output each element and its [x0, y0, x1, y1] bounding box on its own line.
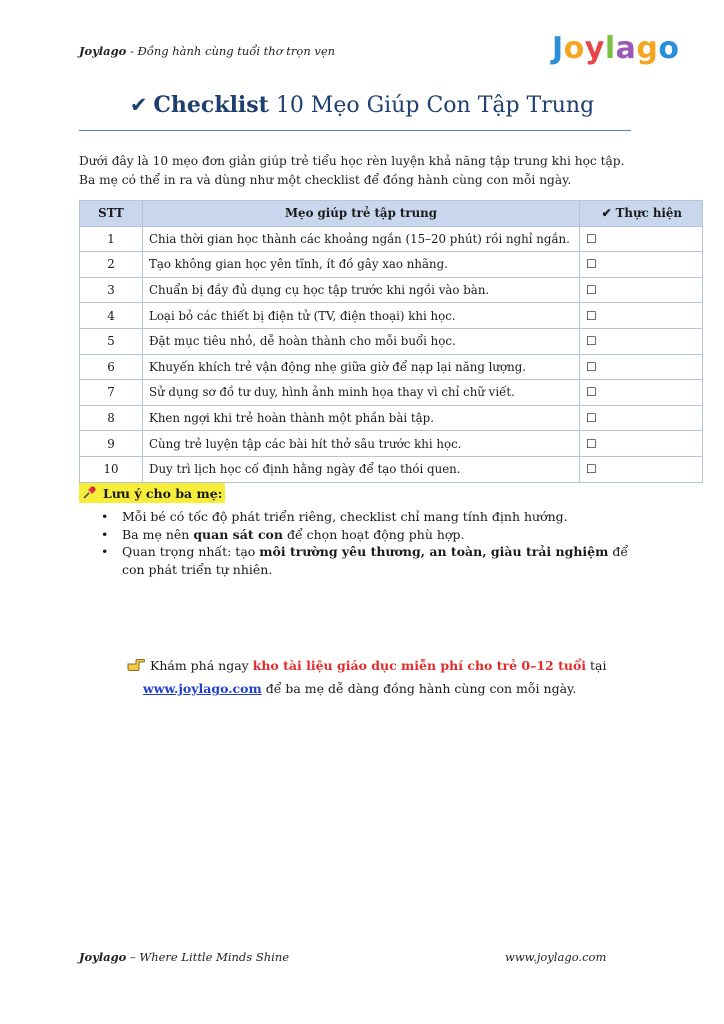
table-row	[80, 405, 703, 431]
row-checkbox[interactable]: ☐	[580, 252, 703, 278]
note-text: để con phát triển tự nhiên.	[122, 544, 629, 577]
table-row	[80, 328, 703, 354]
row-number: 7	[80, 380, 143, 406]
row-number: 8	[80, 405, 143, 431]
note-title	[79, 483, 225, 503]
page-title	[0, 92, 724, 118]
row-checkbox[interactable]: ☐	[580, 303, 703, 329]
note-title-text: Lưu ý cho ba mẹ:	[103, 485, 223, 501]
cta-text: để ba mẹ dễ dàng đồng hành cùng con mỗi ngày.	[261, 681, 577, 696]
cta-highlight: kho tài liệu giáo dục miễn phí cho trẻ 0–12 tuổi	[252, 658, 587, 673]
row-tip: Loại bỏ các thiết bị điện tử (TV, điện thoại) khi học.	[143, 303, 580, 329]
joylago-link[interactable]: www.joylago.com	[143, 681, 262, 696]
note-emphasis: quan sát con	[193, 526, 283, 542]
cta-block	[127, 655, 607, 699]
pushpin-icon	[82, 484, 98, 503]
logo-letter: l	[604, 31, 616, 66]
note-text: Mỗi bé có tốc độ phát triển riêng, checklist chỉ mang tính định hướng.	[122, 509, 568, 524]
bullet-icon: •	[101, 544, 109, 559]
note-emphasis: môi trường yêu thương, an toàn, giàu trải nghiệm	[259, 544, 609, 559]
row-tip: Sử dụng sơ đồ tư duy, hình ảnh minh họa thay vì chỉ chữ viết.	[143, 380, 580, 406]
logo-letter: o	[658, 31, 680, 66]
table-row	[80, 431, 703, 457]
title-rest: 10 Mẹo Giúp Con Tập Trung	[268, 93, 595, 118]
table-row	[80, 252, 703, 278]
intro-paragraph: Dưới đây là 10 mẹo đơn giản giúp trẻ tiểu học rèn luyện khả năng tập trung khi học tập. Ba mẹ có thể in ra và dùng như một checklist để đồng hành cùng con mỗi ngày.	[79, 154, 625, 187]
row-number: 10	[80, 456, 143, 482]
row-checkbox[interactable]: ☐	[580, 380, 703, 406]
header-stt: STT	[80, 201, 143, 227]
row-tip: Đặt mục tiêu nhỏ, dễ hoàn thành cho mỗi buổi học.	[143, 328, 580, 354]
header-tagline	[79, 44, 335, 58]
note-text: Ba mẹ nên	[122, 526, 194, 542]
logo-letter: y	[584, 31, 605, 66]
row-number: 2	[80, 252, 143, 278]
footer-tagline	[79, 950, 289, 964]
joylago-logo[interactable]	[552, 28, 680, 64]
table-row	[80, 303, 703, 329]
bullet-icon: •	[101, 526, 109, 542]
row-number: 5	[80, 328, 143, 354]
note-text: để chọn hoạt động phù hợp.	[282, 526, 465, 542]
row-tip: Khuyến khích trẻ vận động nhẹ giữa giờ để nạp lại năng lượng.	[143, 354, 580, 380]
row-tip: Chuẩn bị đầy đủ dụng cụ học tập trước khi ngồi vào bàn.	[143, 277, 580, 303]
note-text: Quan trọng nhất: tạo	[122, 544, 260, 559]
logo-letter: a	[615, 31, 637, 66]
pointing-hand-icon	[127, 657, 145, 678]
title-bold: Checklist	[153, 92, 269, 118]
table-row	[80, 456, 703, 482]
row-number: 4	[80, 303, 143, 329]
row-checkbox[interactable]: ☐	[580, 456, 703, 482]
title-divider	[79, 130, 631, 131]
row-tip: Cùng trẻ luyện tập các bài hít thở sâu trước khi học.	[143, 431, 580, 457]
row-checkbox[interactable]: ☐	[580, 226, 703, 252]
header-tip: Mẹo giúp trẻ tập trung	[143, 201, 580, 227]
table-row	[80, 380, 703, 406]
checkmark-icon: ✔	[129, 93, 148, 117]
row-tip: Khen ngợi khi trẻ hoàn thành một phần bài tập.	[143, 405, 580, 431]
row-checkbox[interactable]: ☐	[580, 277, 703, 303]
table-header-row	[80, 201, 703, 227]
row-tip: Chia thời gian học thành các khoảng ngắn (15–20 phút) rồi nghỉ ngắn.	[143, 226, 580, 252]
cta-text: Khám phá ngay	[150, 658, 253, 673]
row-tip: Tạo không gian học yên tĩnh, ít đồ gây xao nhãng.	[143, 252, 580, 278]
row-checkbox[interactable]: ☐	[580, 405, 703, 431]
logo-letter: g	[636, 31, 659, 66]
logo-letter: J	[552, 31, 564, 66]
footer-brand: Joylago	[79, 950, 127, 964]
footer-tagline-text: – Where Little Minds Shine	[126, 950, 290, 964]
cta-line-2	[127, 678, 607, 699]
checklist-table	[79, 200, 703, 483]
table-row	[80, 277, 703, 303]
bullet-icon: •	[101, 509, 109, 524]
list-item	[79, 508, 639, 526]
header-brand: Joylago	[79, 44, 127, 58]
list-item	[79, 543, 639, 578]
header-tagline-text: - Đồng hành cùng tuổi thơ trọn vẹn	[126, 44, 336, 58]
footer-url[interactable]: www.joylago.com	[505, 950, 607, 964]
list-item	[79, 526, 639, 544]
table-row	[80, 354, 703, 380]
note-list	[79, 508, 639, 578]
row-number: 3	[80, 277, 143, 303]
table-row	[80, 226, 703, 252]
cta-text: tại	[586, 658, 607, 673]
row-checkbox[interactable]: ☐	[580, 431, 703, 457]
logo-letter: o	[563, 31, 585, 66]
cta-line-1	[127, 655, 607, 678]
header-done: ✔ Thực hiện	[580, 201, 703, 227]
row-number: 6	[80, 354, 143, 380]
row-number: 9	[80, 431, 143, 457]
row-number: 1	[80, 226, 143, 252]
row-tip: Duy trì lịch học cố định hằng ngày để tạo thói quen.	[143, 456, 580, 482]
row-checkbox[interactable]: ☐	[580, 354, 703, 380]
checklist-body	[80, 226, 703, 482]
row-checkbox[interactable]: ☐	[580, 328, 703, 354]
